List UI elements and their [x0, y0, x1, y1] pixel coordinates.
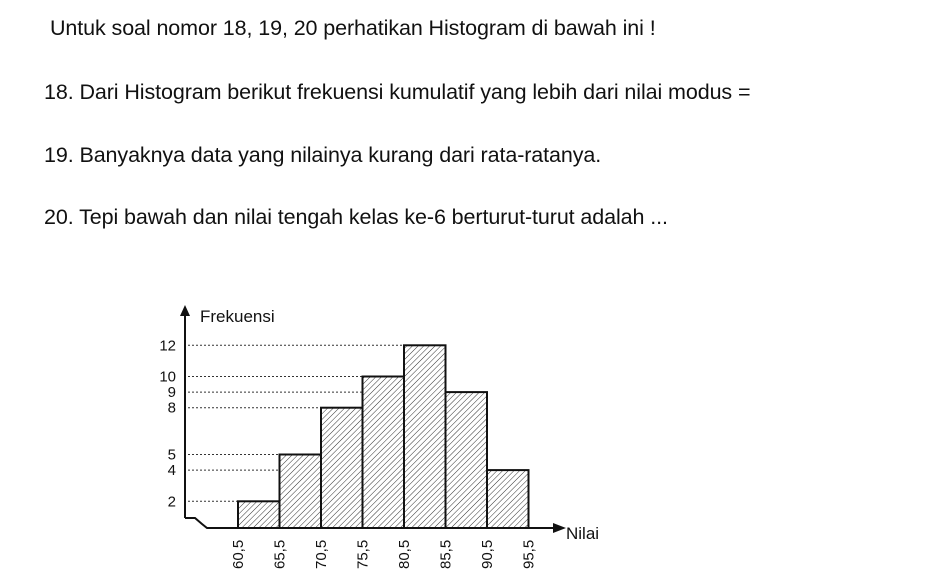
- histogram-bar: [238, 501, 280, 528]
- x-axis-title: Nilai: [566, 524, 600, 543]
- y-tick-label: 10: [159, 368, 176, 386]
- histogram-bar: [280, 455, 322, 529]
- question-19: 19. Banyaknya data yang nilainya kurang dari rata-ratanya.: [44, 143, 602, 167]
- question-18: 18. Dari Histogram berikut frekuensi kumulatif yang lebih dari nilai modus =: [44, 80, 751, 104]
- axis-break: [185, 518, 215, 528]
- bars-group: [238, 345, 529, 528]
- x-axis-arrow: [553, 523, 566, 533]
- y-tick-label: 2: [167, 493, 176, 511]
- x-tick-label: 90,5: [479, 539, 496, 569]
- histogram-bar: [404, 345, 446, 528]
- y-tick-label: 12: [159, 337, 176, 355]
- y-axis-title: Frekuensi: [200, 307, 275, 326]
- y-tick-label: 5: [167, 446, 176, 464]
- histogram-bar: [446, 392, 488, 528]
- histogram-bar: [363, 377, 405, 529]
- x-tick-label: 85,5: [437, 539, 455, 569]
- histogram-bar: [487, 470, 529, 528]
- question-20: 20. Tepi bawah dan nilai tengah kelas ke-6 berturut-turut adalah ...: [44, 205, 668, 229]
- y-ticks: [159, 337, 176, 510]
- y-tick-label: 8: [167, 399, 176, 417]
- x-tick-label: 65,5: [271, 539, 289, 569]
- x-tick-label: 80,5: [396, 539, 413, 569]
- x-tick-label: 95,5: [520, 539, 538, 569]
- x-tick-label: 70,5: [313, 539, 330, 569]
- histogram-bar: [321, 408, 363, 528]
- y-tick-label: 9: [167, 384, 176, 402]
- x-tick-label: 60,5: [230, 539, 247, 569]
- x-tick-label: 75,5: [354, 539, 372, 569]
- y-axis-arrow: [180, 305, 190, 316]
- intro-text: Untuk soal nomor 18, 19, 20 perhatikan Histogram di bawah ini !: [50, 16, 656, 40]
- x-ticks: [230, 540, 538, 569]
- y-tick-label: 4: [167, 462, 176, 480]
